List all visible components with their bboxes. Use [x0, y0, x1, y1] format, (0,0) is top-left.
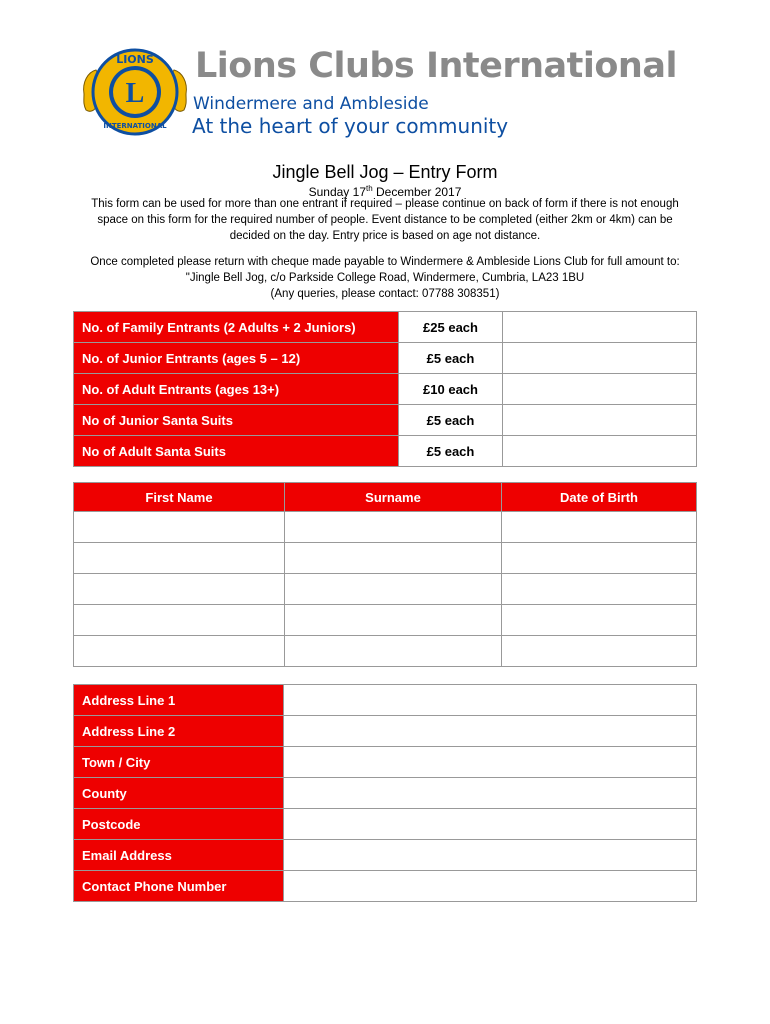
surname-field[interactable] [285, 605, 502, 636]
date-of-birth-header: Date of Birth [502, 483, 697, 512]
surname-header: Surname [285, 483, 502, 512]
contact-note: (Any queries, please contact: 07788 308351) [270, 288, 500, 300]
names-header-row [74, 483, 697, 512]
date-of-birth-field[interactable] [502, 543, 697, 574]
brand-tagline: At the heart of your community [192, 114, 509, 138]
contact-row [74, 809, 697, 840]
date-of-birth-field[interactable] [502, 512, 697, 543]
brand-title: Lions Clubs International [195, 46, 677, 86]
entrant-price: £5 each [399, 436, 503, 467]
contact-label: Address Line 1 [74, 685, 284, 716]
contact-row [74, 685, 697, 716]
entrant-quantity-field[interactable] [503, 405, 697, 436]
contact-label: County [74, 778, 284, 809]
surname-field[interactable] [285, 543, 502, 574]
contact-row [74, 840, 697, 871]
svg-text:LIONS: LIONS [116, 53, 154, 66]
svg-text:INTERNATIONAL: INTERNATIONAL [103, 122, 167, 130]
brand-subtitle: Windermere and Ambleside [193, 94, 429, 114]
entrant-price: £5 each [399, 343, 503, 374]
table-row [74, 512, 697, 543]
entrant-row [74, 405, 697, 436]
contact-label: Email Address [74, 840, 284, 871]
svg-text:L: L [125, 78, 145, 109]
entrant-price: £5 each [399, 405, 503, 436]
letterhead [80, 40, 700, 150]
contact-value-field[interactable] [284, 685, 697, 716]
contact-label: Postcode [74, 809, 284, 840]
contact-value-field[interactable] [284, 778, 697, 809]
contact-value-field[interactable] [284, 747, 697, 778]
contact-value-field[interactable] [284, 809, 697, 840]
return-instructions [80, 254, 690, 302]
date-ordinal: th [366, 184, 373, 193]
entrant-label: No of Junior Santa Suits [74, 405, 399, 436]
entrant-price: £25 each [399, 312, 503, 343]
first-name-field[interactable] [74, 574, 285, 605]
date-of-birth-field[interactable] [502, 636, 697, 667]
form-title: Jingle Bell Jog – Entry Form [272, 162, 498, 182]
contact-value-field[interactable] [284, 871, 697, 902]
instructions-paragraph: This form can be used for more than one entrant if required – please continue on back of form if there is not enough space on this form for the required number of people. Event distance to be completed (either 2km or 4km) can be decided on the day. Entry price is based on age not distance. [91, 198, 679, 242]
contact-row [74, 747, 697, 778]
contact-label: Contact Phone Number [74, 871, 284, 902]
contact-label: Address Line 2 [74, 716, 284, 747]
surname-field[interactable] [285, 574, 502, 605]
entrant-label: No. of Adult Entrants (ages 13+) [74, 374, 399, 405]
entrant-quantity-field[interactable] [503, 312, 697, 343]
date-rest: December 2017 [372, 185, 462, 199]
contact-value-field[interactable] [284, 840, 697, 871]
entrant-row [74, 374, 697, 405]
first-name-field[interactable] [74, 512, 285, 543]
entrant-row [74, 436, 697, 467]
entrant-quantity-field[interactable] [503, 343, 697, 374]
first-name-header: First Name [74, 483, 285, 512]
table-row [74, 574, 697, 605]
contact-row [74, 716, 697, 747]
date-prefix: Sunday 17 [308, 185, 366, 199]
contact-row [74, 871, 697, 902]
contact-row [74, 778, 697, 809]
first-name-field[interactable] [74, 636, 285, 667]
entrant-quantity-field[interactable] [503, 436, 697, 467]
table-row [74, 605, 697, 636]
entrant-pricing-table [73, 311, 697, 467]
contact-value-field[interactable] [284, 716, 697, 747]
entrant-label: No. of Junior Entrants (ages 5 – 12) [74, 343, 399, 374]
date-of-birth-field[interactable] [502, 605, 697, 636]
entrant-row [74, 343, 697, 374]
entrant-price: £10 each [399, 374, 503, 405]
entrant-label: No of Adult Santa Suits [74, 436, 399, 467]
lions-logo [80, 42, 190, 142]
first-name-field[interactable] [74, 605, 285, 636]
contact-details-table [73, 684, 697, 902]
surname-field[interactable] [285, 512, 502, 543]
table-row [74, 636, 697, 667]
contact-label: Town / City [74, 747, 284, 778]
date-of-birth-field[interactable] [502, 574, 697, 605]
table-row [74, 543, 697, 574]
surname-field[interactable] [285, 636, 502, 667]
entrant-names-table [73, 482, 697, 667]
first-name-field[interactable] [74, 543, 285, 574]
entrant-quantity-field[interactable] [503, 374, 697, 405]
entrant-row [74, 312, 697, 343]
entrant-label: No. of Family Entrants (2 Adults + 2 Juniors) [74, 312, 399, 343]
return-address: Once completed please return with cheque made payable to Windermere & Ambleside Lions Club for full amount to: "Jingle Bell Jog, c/o Parkside College Road, Windermere, Cumbria, LA23 1BU [90, 256, 680, 284]
